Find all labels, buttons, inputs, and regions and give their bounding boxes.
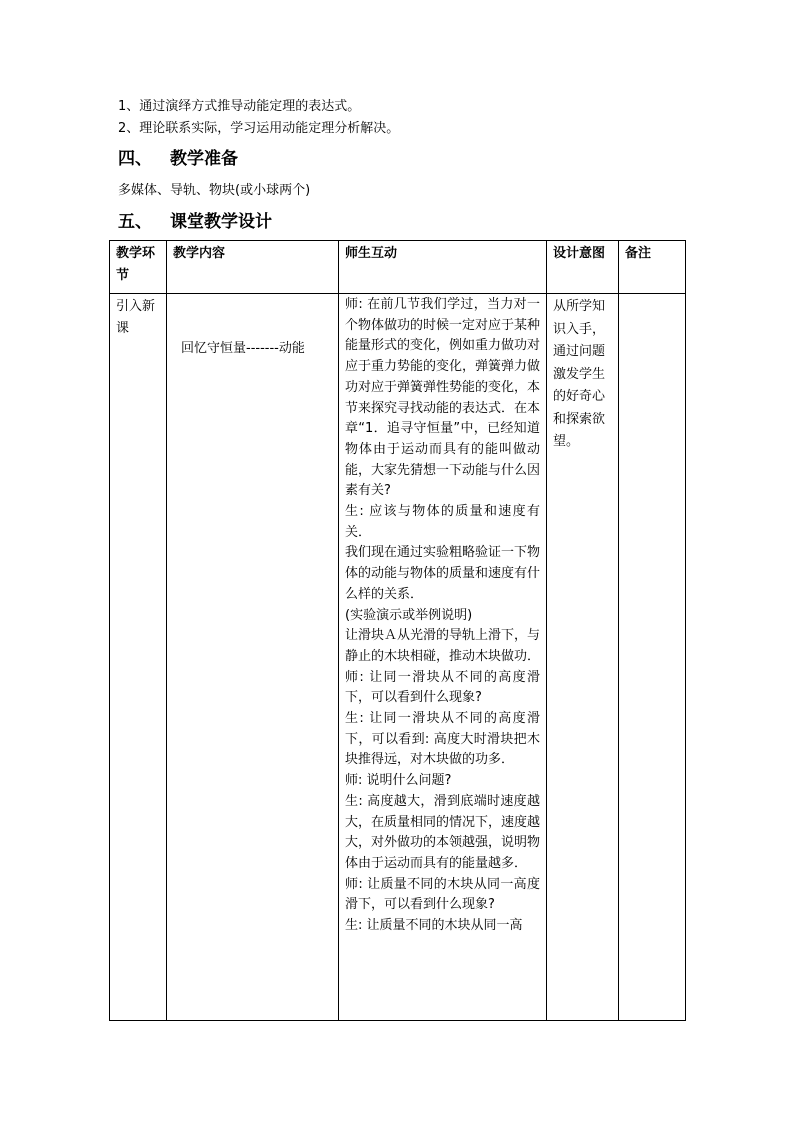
interaction-paragraph: 生: 让同一滑块从不同的高度滑下，可以看到: 高度大时滑块把木块推得远，对木块做的功多． (345, 711, 540, 768)
section-5-title: 课堂教学设计 (170, 212, 272, 232)
section-5-heading (118, 210, 272, 234)
interaction-paragraph: 生: 让质量不同的木块从同一高 (345, 918, 523, 934)
table-row (110, 294, 686, 1021)
stage-cell: 引入新课 (110, 294, 167, 1021)
header-content: 教学内容 (167, 241, 339, 294)
interaction-paragraph: 我们现在通过实验粗略验证一下物体的动能与物体的质量和速度有什么样的关系． (345, 545, 541, 602)
intro-line-2: 2、理论联系实际，学习运用动能定理分析解决。 (118, 121, 400, 136)
table-header-row (110, 241, 686, 294)
header-intent: 设计意图 (547, 241, 619, 294)
section-4-heading (118, 147, 238, 171)
interaction-paragraph: 师: 让质量不同的木块从同一高度滑下，可以看到什么现象? (345, 876, 540, 913)
section-4-body: 多媒体、导轨、物块(或小球两个) (118, 183, 311, 198)
interaction-paragraph: 师: 说明什么问题? (345, 773, 452, 789)
section-4-number: 四、 (118, 149, 152, 169)
interaction-paragraph: (实验演示或举例说明) (345, 607, 473, 623)
intro-line-1: 1、通过演绎方式推导动能定理的表达式。 (118, 99, 361, 114)
header-interaction: 师生互动 (339, 241, 547, 294)
interaction-paragraph: 生: 应该与物体的质量和速度有关． (345, 504, 540, 540)
intent-cell: 从所学知识入手，通过问题激发学生的好奇心和探索欲望。 (547, 294, 619, 1021)
content-cell (167, 294, 339, 1021)
interaction-paragraph: 师: 让同一滑块从不同的高度滑下，可以看到什么现象? (345, 669, 540, 706)
header-stage: 教学环节 (110, 241, 167, 294)
notes-cell (619, 294, 686, 1021)
section-4-title: 教学准备 (170, 149, 238, 169)
interaction-cell (339, 294, 547, 1021)
content-text: 回忆守恒量-------动能 (181, 341, 305, 356)
interaction-paragraph: 师: 在前几节我们学过，当力对一个物体做功的时候一定对应于某种能量形式的变化，例如重力做功对应于重力势能的变化，弹簧弹力做功对应于弹簧弹性势能的变化，本节来探究寻找动能的表达式．在本章“1．追寻守恒量”中，已经知道物体由于运动而具有的能叫做动能，大家先猜想一下动能与什么因素有关? (345, 297, 541, 499)
header-notes: 备注 (619, 241, 686, 294)
interaction-paragraph: 生: 高度越大，滑到底端时速度越大，在质量相同的情况下，速度越大，对外做功的本领越强，说明物体由于运动而具有的能量越多． (345, 793, 541, 871)
interaction-paragraph: 让滑块Ａ从光滑的导轨上滑下，与静止的木块相碰，推动木块做功． (345, 628, 541, 664)
lesson-design-table (109, 240, 686, 1021)
section-5-number: 五、 (118, 212, 152, 232)
